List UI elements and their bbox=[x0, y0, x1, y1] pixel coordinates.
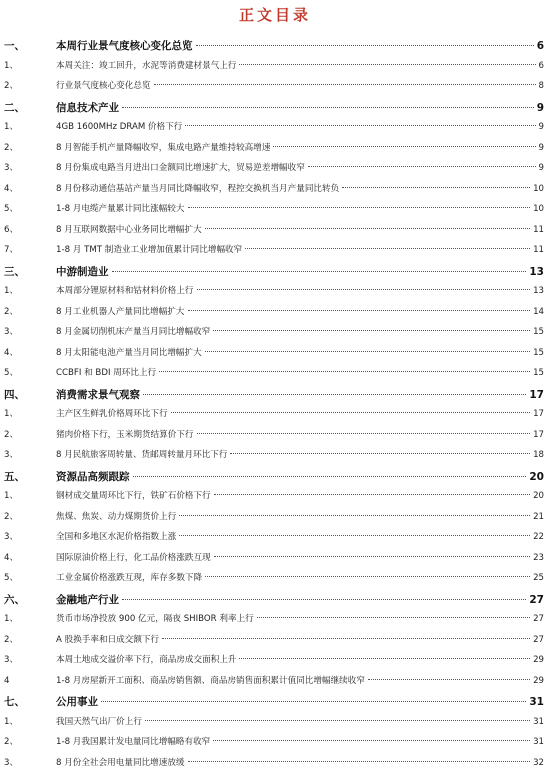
dot-leader bbox=[214, 556, 530, 557]
entry-title[interactable]: 本周关注：竣工回升，水泥等消费建材景气上行 bbox=[56, 59, 236, 71]
entry-title[interactable]: 行业景气度核心变化总览 bbox=[56, 79, 151, 91]
section-title[interactable]: 中游制造业 bbox=[56, 264, 109, 279]
page-number: 27 bbox=[533, 614, 544, 624]
dot-leader bbox=[257, 617, 530, 618]
entry-number: 5、 bbox=[4, 202, 56, 214]
section-title[interactable]: 消费需求景气观察 bbox=[56, 387, 140, 402]
entry-title[interactable]: 钢材成交量周环比下行，铁矿石价格下行 bbox=[56, 489, 211, 501]
section-number: 三、 bbox=[4, 264, 56, 279]
toc-entry-row[interactable] bbox=[4, 284, 544, 305]
toc-section-row[interactable] bbox=[4, 38, 544, 59]
dot-leader bbox=[154, 84, 536, 85]
toc-entry-row[interactable] bbox=[4, 366, 544, 387]
table-of-contents bbox=[4, 38, 544, 776]
section-number: 四、 bbox=[4, 387, 56, 402]
entry-number: 1、 bbox=[4, 59, 56, 71]
dot-leader bbox=[179, 515, 530, 516]
dot-leader bbox=[197, 433, 531, 434]
section-title[interactable]: 金融地产行业 bbox=[56, 592, 119, 607]
entry-number: 4、 bbox=[4, 551, 56, 563]
entry-number: 5、 bbox=[4, 571, 56, 583]
entry-title[interactable]: 8 月互联网数据中心业务同比增幅扩大 bbox=[56, 223, 202, 235]
toc-entry-row[interactable] bbox=[4, 489, 544, 510]
dot-leader bbox=[162, 638, 530, 639]
toc-entry-row[interactable] bbox=[4, 346, 544, 367]
entry-title[interactable]: 主产区生鲜乳价格周环比下行 bbox=[56, 407, 168, 419]
entry-title[interactable]: CCBFI 和 BDI 周环比上行 bbox=[56, 366, 156, 378]
entry-number: 1、 bbox=[4, 284, 56, 296]
page-number: 31 bbox=[533, 717, 544, 727]
entry-number: 7、 bbox=[4, 243, 56, 255]
section-title[interactable]: 信息技术产业 bbox=[56, 100, 119, 115]
toc-entry-row[interactable] bbox=[4, 448, 544, 469]
page-number: 10 bbox=[533, 204, 544, 214]
page-number: 13 bbox=[529, 266, 544, 278]
toc-entry-row[interactable] bbox=[4, 305, 544, 326]
toc-entry-row[interactable] bbox=[4, 633, 544, 654]
entry-title[interactable]: 8 月份集成电路当月进出口金额同比增速扩大，贸易逆差增幅收窄 bbox=[56, 161, 305, 173]
page-number: 32 bbox=[533, 758, 544, 768]
dot-leader bbox=[239, 64, 535, 65]
page-number: 6 bbox=[539, 61, 544, 71]
dot-leader bbox=[188, 761, 531, 762]
entry-title[interactable]: 全国和多地区水泥价格指数上涨 bbox=[56, 530, 176, 542]
dot-leader bbox=[122, 107, 534, 108]
section-number: 五、 bbox=[4, 469, 56, 484]
dot-leader bbox=[230, 453, 530, 454]
page-number: 29 bbox=[533, 655, 544, 665]
entry-number: 3、 bbox=[4, 325, 56, 337]
dot-leader bbox=[214, 494, 530, 495]
page-number: 15 bbox=[533, 327, 544, 337]
dot-leader bbox=[122, 599, 526, 600]
entry-number: 2、 bbox=[4, 79, 56, 91]
entry-title[interactable]: 4GB 1600MHz DRAM 价格下行 bbox=[56, 120, 182, 132]
section-number: 六、 bbox=[4, 592, 56, 607]
toc-entry-row[interactable] bbox=[4, 571, 544, 592]
toc-entry-row[interactable] bbox=[4, 161, 544, 182]
page-number: 23 bbox=[533, 553, 544, 563]
entry-title[interactable]: 工业金属价格涨跌互现，库存多数下降 bbox=[56, 571, 202, 583]
page-number: 13 bbox=[533, 286, 544, 296]
entry-title[interactable]: 我国天然气出厂价上行 bbox=[56, 715, 142, 727]
toc-entry-row[interactable] bbox=[4, 243, 544, 264]
entry-title[interactable]: 猪肉价格下行，玉米期货结算价下行 bbox=[56, 428, 194, 440]
page-number: 14 bbox=[533, 307, 544, 317]
toc-entry-row[interactable] bbox=[4, 141, 544, 162]
toc-entry-row[interactable] bbox=[4, 715, 544, 736]
toc-section-row[interactable] bbox=[4, 264, 544, 285]
page-number: 9 bbox=[539, 122, 544, 132]
page-number: 29 bbox=[533, 676, 544, 686]
entry-number: 5、 bbox=[4, 366, 56, 378]
entry-number: 2、 bbox=[4, 633, 56, 645]
dot-leader bbox=[133, 476, 527, 477]
entry-number: 6、 bbox=[4, 223, 56, 235]
dot-leader bbox=[205, 576, 530, 577]
entry-number: 3、 bbox=[4, 448, 56, 460]
toc-section-row[interactable] bbox=[4, 469, 544, 490]
page-number: 8 bbox=[539, 81, 544, 91]
page-number: 9 bbox=[539, 163, 544, 173]
entry-number: 4、 bbox=[4, 346, 56, 358]
entry-title[interactable]: 8 月太阳能电池产量当月同比增幅扩大 bbox=[56, 346, 202, 358]
entry-number: 1、 bbox=[4, 715, 56, 727]
page-number: 15 bbox=[533, 348, 544, 358]
page-number: 9 bbox=[539, 143, 544, 153]
page-number: 21 bbox=[533, 512, 544, 522]
entry-title[interactable]: 国际原油价格上行，化工品价格涨跌互现 bbox=[56, 551, 211, 563]
entry-title[interactable]: 8 月民航旅客周转量、货邮周转量月环比下行 bbox=[56, 448, 227, 460]
entry-title[interactable]: 1-8 月 TMT 制造业工业增加值累计同比增幅收窄 bbox=[56, 243, 242, 255]
page-number: 22 bbox=[533, 532, 544, 542]
page-number: 18 bbox=[533, 450, 544, 460]
dot-leader bbox=[205, 351, 530, 352]
toc-section-row[interactable] bbox=[4, 694, 544, 715]
toc-entry-row[interactable] bbox=[4, 59, 544, 80]
entry-number: 2、 bbox=[4, 141, 56, 153]
dot-leader bbox=[368, 679, 530, 680]
dot-leader bbox=[188, 310, 531, 311]
toc-entry-row[interactable] bbox=[4, 510, 544, 531]
page-number: 25 bbox=[533, 573, 544, 583]
toc-entry-row[interactable] bbox=[4, 325, 544, 346]
dot-leader bbox=[342, 187, 530, 188]
page-number: 11 bbox=[533, 225, 544, 235]
entry-number: 3、 bbox=[4, 653, 56, 665]
entry-title[interactable]: 本周土地成交溢价率下行，商品房成交面积上升 bbox=[56, 653, 236, 665]
dot-leader bbox=[179, 535, 530, 536]
section-number: 一、 bbox=[4, 38, 56, 53]
section-title[interactable]: 本周行业景气度核心变化总览 bbox=[56, 38, 193, 53]
dot-leader bbox=[196, 45, 534, 46]
entry-title[interactable]: 1-8 月房屋新开工面积、商品房销售额、商品房销售面积累计值同比增幅继续收窄 bbox=[56, 674, 365, 686]
entry-number: 4、 bbox=[4, 182, 56, 194]
dot-leader bbox=[101, 701, 526, 702]
dot-leader bbox=[197, 289, 531, 290]
entry-number: 1、 bbox=[4, 612, 56, 624]
entry-number: 1、 bbox=[4, 407, 56, 419]
page-number: 27 bbox=[533, 635, 544, 645]
dot-leader bbox=[188, 207, 531, 208]
toc-entry-row[interactable] bbox=[4, 428, 544, 449]
toc-title: 正文目录 bbox=[0, 4, 550, 25]
entry-number: 2、 bbox=[4, 305, 56, 317]
section-title[interactable]: 公用事业 bbox=[56, 694, 98, 709]
entry-number: 4 bbox=[4, 676, 56, 686]
entry-title[interactable]: 8 月份全社会用电量同比增速放缓 bbox=[56, 756, 185, 768]
entry-title[interactable]: 8 月智能手机产量降幅收窄，集成电路产量维持较高增速 bbox=[56, 141, 270, 153]
entry-number: 3、 bbox=[4, 756, 56, 768]
page-number: 31 bbox=[529, 696, 544, 708]
dot-leader bbox=[205, 228, 530, 229]
page-number: 9 bbox=[537, 102, 544, 114]
toc-entry-row[interactable] bbox=[4, 182, 544, 203]
toc-entry-row[interactable] bbox=[4, 223, 544, 244]
toc-entry-row[interactable] bbox=[4, 735, 544, 756]
section-title[interactable]: 资源品高频跟踪 bbox=[56, 469, 130, 484]
page-number: 17 bbox=[529, 389, 544, 401]
toc-entry-row[interactable] bbox=[4, 120, 544, 141]
dot-leader bbox=[112, 271, 527, 272]
page-number: 31 bbox=[533, 737, 544, 747]
entry-title[interactable]: 货币市场净投放 900 亿元，隔夜 SHIBOR 利率上行 bbox=[56, 612, 254, 624]
entry-title[interactable]: 8 月份移动通信基站产量当月同比降幅收窄，程控交换机当月产量同比转负 bbox=[56, 182, 339, 194]
entry-title[interactable]: 8 月工业机器人产量同比增幅扩大 bbox=[56, 305, 185, 317]
entry-number: 2、 bbox=[4, 428, 56, 440]
dot-leader bbox=[308, 166, 536, 167]
entry-title[interactable]: 8 月金属切削机床产量当月同比增幅收窄 bbox=[56, 325, 210, 337]
dot-leader bbox=[143, 394, 526, 395]
toc-entry-row[interactable] bbox=[4, 407, 544, 428]
dot-leader bbox=[145, 720, 530, 721]
toc-section-row[interactable] bbox=[4, 387, 544, 408]
toc-entry-row[interactable] bbox=[4, 653, 544, 674]
page-number: 20 bbox=[529, 471, 544, 483]
page-number: 15 bbox=[533, 368, 544, 378]
entry-title[interactable]: 本周部分锂原材料和钴材料价格上行 bbox=[56, 284, 194, 296]
entry-number: 2、 bbox=[4, 735, 56, 747]
toc-entry-row[interactable] bbox=[4, 551, 544, 572]
dot-leader bbox=[239, 658, 530, 659]
toc-entry-row[interactable] bbox=[4, 674, 544, 695]
page-number: 17 bbox=[533, 409, 544, 419]
page-number: 11 bbox=[533, 245, 544, 255]
entry-number: 3、 bbox=[4, 161, 56, 173]
entry-number: 1、 bbox=[4, 489, 56, 501]
dot-leader bbox=[273, 146, 535, 147]
toc-section-row[interactable] bbox=[4, 592, 544, 613]
toc-entry-row[interactable] bbox=[4, 530, 544, 551]
page-number: 17 bbox=[533, 430, 544, 440]
dot-leader bbox=[171, 412, 530, 413]
dot-leader bbox=[159, 371, 530, 372]
dot-leader bbox=[185, 125, 535, 126]
page-number: 27 bbox=[529, 594, 544, 606]
entry-number: 1、 bbox=[4, 120, 56, 132]
entry-title[interactable]: 焦煤、焦炭、动力煤期货价上行 bbox=[56, 510, 176, 522]
page-number: 10 bbox=[533, 184, 544, 194]
entry-title[interactable]: 1-8 月我国累计发电量同比增幅略有收窄 bbox=[56, 735, 210, 747]
entry-title[interactable]: A 股换手率和日成交额下行 bbox=[56, 633, 159, 645]
toc-entry-row[interactable] bbox=[4, 79, 544, 100]
dot-leader bbox=[213, 330, 530, 331]
toc-entry-row[interactable] bbox=[4, 612, 544, 633]
entry-title[interactable]: 1-8 月电缆产量累计同比涨幅较大 bbox=[56, 202, 185, 214]
toc-entry-row[interactable] bbox=[4, 202, 544, 223]
toc-section-row[interactable] bbox=[4, 100, 544, 121]
entry-number: 2、 bbox=[4, 510, 56, 522]
section-number: 七、 bbox=[4, 694, 56, 709]
dot-leader bbox=[245, 248, 530, 249]
dot-leader bbox=[213, 740, 530, 741]
section-number: 二、 bbox=[4, 100, 56, 115]
page-number: 20 bbox=[533, 491, 544, 501]
toc-entry-row[interactable] bbox=[4, 756, 544, 776]
entry-number: 3、 bbox=[4, 530, 56, 542]
page-number: 6 bbox=[537, 40, 544, 52]
